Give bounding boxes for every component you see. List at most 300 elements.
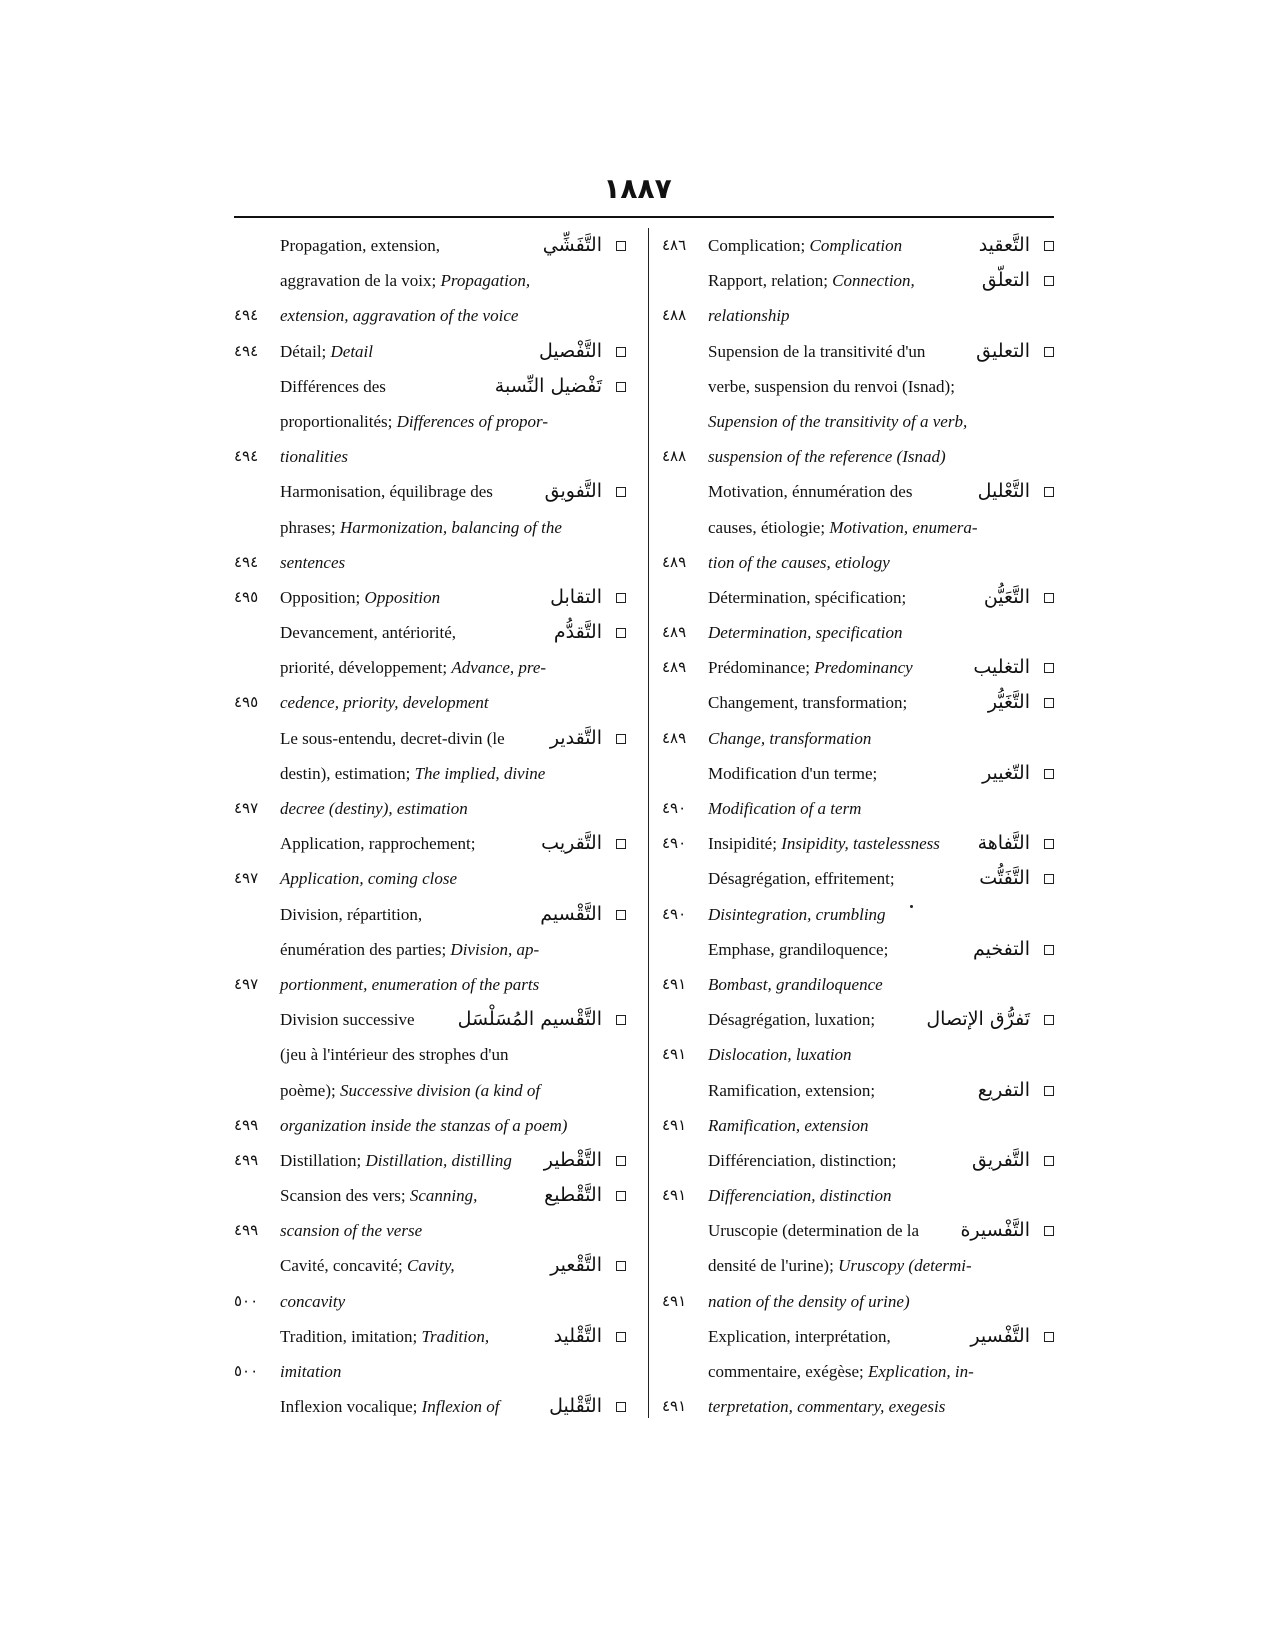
page-reference: ٤٩١ [662,1115,687,1134]
dictionary-line [234,298,626,333]
english-text: imitation [280,1362,342,1381]
page-reference: ٤٩٤ [234,306,259,325]
french-text: Changement, transformation; [708,693,908,713]
definition-text [708,1284,910,1319]
entry-bullet-icon [616,839,626,849]
dictionary-line [662,897,1054,932]
page-reference: ٤٨٩ [662,658,687,677]
french-text: Emphase, grandiloquence; [708,939,889,959]
english-text: scansion of the verse [280,1221,423,1241]
entry-bullet-icon [1044,1226,1054,1236]
english-text: Inflexion of [421,1397,500,1417]
page-reference: ٤٩٥ [234,587,259,606]
dictionary-line [662,967,1054,1002]
french-text: Supension de la transitivité d'un [708,341,926,361]
french-text: Devancement, antériorité, [280,623,457,643]
french-text: Cavité, concavité; [280,1256,407,1276]
arabic-term: التَّفَتُّت [979,867,1030,890]
french-text: Division successive [280,1010,415,1030]
french-text: Inflexion vocalique; [280,1397,422,1417]
definition-text [280,1178,477,1213]
dictionary-line [662,334,1054,369]
dictionary-line [234,1178,626,1213]
dictionary-line [662,721,1054,756]
french-text: commentaire, exégèse; [708,1362,869,1381]
english-text: Advance, pre- [451,658,547,678]
entry-bullet-icon [1044,347,1054,357]
dictionary-line [662,1002,1054,1037]
french-text: phrases; [280,517,340,537]
definition-text [280,1143,512,1178]
page-reference: ٤٨٦ [662,236,687,254]
entry-bullet-icon [1044,769,1054,779]
definition-text [280,685,489,720]
arabic-term: التَّعْليل [977,480,1030,503]
page-reference: ٤٩٧ [234,974,259,993]
french-text: Insipidité; [708,834,782,854]
entry-bullet-icon [1044,663,1054,673]
dictionary-line [662,404,1054,439]
arabic-term: تَفرُّق الإتصال [926,1008,1030,1031]
dictionary-line [234,685,626,720]
definition-text [280,1073,540,1108]
entry-bullet-icon [1044,945,1054,955]
page-reference: ٤٩٤ [234,447,259,466]
entry-bullet-icon [616,628,626,638]
definition-text [280,580,440,615]
definition-text [708,263,915,298]
definition-text [708,298,790,333]
definition-text [708,510,978,545]
english-text: tion of the causes, etiology [708,552,890,572]
french-text: énumération des parties; [280,939,451,959]
dictionary-line [662,791,1054,826]
english-text: The implied, divine [414,763,546,783]
definition-text [708,474,912,509]
dictionary-line [662,861,1054,896]
dictionary-line [662,932,1054,967]
english-text: Explication, in- [868,1362,974,1381]
dictionary-line [234,228,626,263]
english-text: Modification of a term [708,799,862,818]
dictionary-line [662,1389,1054,1424]
dictionary-line [662,1178,1054,1213]
entry-bullet-icon [616,1015,626,1025]
dictionary-line [234,580,626,615]
definition-text [708,932,888,967]
arabic-term: التَّقْسيم [540,902,602,925]
page-reference: ٤٨٩ [662,552,687,571]
definition-text [708,861,895,896]
page-reference: ٤٩٩ [234,1115,259,1134]
english-text: concavity [280,1291,346,1311]
english-text: Differenciation, distinction [708,1186,892,1206]
english-text: Uruscopy (determi- [838,1256,972,1276]
french-text: Application, rapprochement; [280,834,476,854]
dictionary-line [662,263,1054,298]
definition-text [708,1354,974,1389]
arabic-term: التَّقْسيم المُسَلْسَل [457,1008,602,1031]
page-reference: ٤٩١ [662,1291,687,1310]
arabic-term: التَّقدير [549,726,602,749]
french-text: Détail; [280,341,331,361]
definition-text [708,1002,875,1037]
english-text: Predominancy [814,658,913,678]
arabic-term: التفريع [977,1078,1030,1101]
definition-text [280,791,468,826]
english-text: Motivation, enumera- [829,517,978,537]
dictionary-line [234,791,626,826]
english-text: Insipidity, tastelessness [781,834,940,854]
english-text: organization inside the stanzas of a poem) [280,1115,568,1135]
dictionary-line [234,404,626,439]
left-column [234,228,626,1424]
page-reference: ٤٩٧ [234,799,259,817]
dictionary-line [662,826,1054,861]
arabic-term: التعليق [976,339,1030,362]
dictionary-line [662,1319,1054,1354]
french-text: Désagrégation, luxation; [708,1010,876,1030]
english-text: Distillation, distilling [365,1150,512,1170]
definition-text [708,721,871,756]
english-text: Tradition, [421,1326,490,1346]
definition-text [708,1037,852,1072]
french-text: Le sous-entendu, decret-divin (le [280,728,505,748]
definition-text [708,897,886,932]
dictionary-line [234,1143,626,1178]
definition-text [280,298,518,333]
french-text: Propagation, extension, [280,236,441,255]
page-reference: ٥٠٠ [234,1291,259,1310]
arabic-term: التَّفَشِّي [542,234,602,256]
page-reference: ٤٩٤ [234,552,259,571]
french-text: proportionalités; [280,411,397,431]
dictionary-line [662,228,1054,263]
definition-text [280,263,530,298]
english-text: Propagation, [440,271,531,291]
dictionary-line [662,1037,1054,1072]
definition-text [280,826,475,861]
entry-bullet-icon [616,734,626,744]
definition-text [708,404,967,439]
definition-text [280,510,562,545]
dictionary-line [234,826,626,861]
english-text: cedence, priority, development [280,693,489,713]
definition-text [708,685,907,720]
definition-text [280,861,457,896]
english-text: Change, transformation [708,728,872,748]
page-reference: ٤٨٩ [662,728,687,747]
arabic-term: التفخيم [972,937,1030,960]
entry-bullet-icon [616,1332,626,1342]
entry-bullet-icon [1044,1332,1054,1342]
english-text: Division, ap- [450,939,540,959]
arabic-term: التّغيير [982,761,1030,784]
dictionary-line [662,685,1054,720]
dictionary-line [234,369,626,404]
entry-bullet-icon [616,1402,626,1412]
french-text: causes, étiologie; [708,517,830,537]
dictionary-line [234,263,626,298]
dictionary-line [234,510,626,545]
french-text: Prédominance; [708,658,815,678]
french-text: Scansion des vers; [280,1186,410,1206]
definition-text [708,545,890,580]
dictionary-line [662,756,1054,791]
arabic-term: التَّقريب [541,832,602,855]
french-text: densité de l'urine); [708,1256,839,1276]
page-number: ١٨٨٧ [603,172,672,205]
dictionary-line [662,439,1054,474]
definition-text [280,1389,500,1424]
dictionary-line [234,1319,626,1354]
french-text: Explication, interprétation, [708,1326,891,1346]
definition-text [280,615,456,650]
definition-text [708,334,925,369]
definition-text [280,1248,455,1283]
french-text: Rapport, relation; [708,271,833,291]
definition-text [280,756,545,791]
page-reference: ٤٩١ [662,974,687,993]
entry-bullet-icon [616,1261,626,1271]
definition-text [708,1143,897,1178]
dictionary-line [234,861,626,896]
entry-bullet-icon [1044,276,1054,286]
dictionary-line [234,1248,626,1283]
page-reference: ٤٩٧ [234,869,259,888]
entry-bullet-icon [616,382,626,392]
definition-text [280,1213,422,1248]
french-text: priorité, développement; [280,658,452,678]
french-text: Différences des [280,376,386,396]
page-reference: ٤٩٩ [234,1150,259,1169]
arabic-term: التَّفْسير [970,1324,1030,1347]
dictionary-line [662,545,1054,580]
entry-bullet-icon [616,593,626,603]
english-text: Disintegration, crumbling [708,904,886,924]
definition-text [708,369,955,404]
arabic-term: التَّعقيد [978,234,1030,256]
definition-text [280,334,373,369]
english-text: portionment, enumeration of the parts [280,974,540,994]
dictionary-line [234,1002,626,1037]
definition-text [708,791,861,826]
definition-text [280,932,539,967]
french-text: Distillation; [280,1150,366,1170]
dictionary-line [662,474,1054,509]
english-text: suspension of the reference (Isnad) [708,447,946,467]
dictionary-line [662,580,1054,615]
french-text: Uruscopie (determination de la [708,1221,920,1241]
dictionary-line [234,1389,626,1424]
definition-text [708,650,913,685]
french-text: Harmonisation, équilibrage des [280,482,493,502]
column-divider [648,228,649,1418]
definition-text [708,228,902,263]
dictionary-line [662,1213,1054,1248]
arabic-term: التَّقْطيع [544,1184,602,1207]
arabic-term: التعلّق [981,269,1030,292]
french-text: Motivation, énnumération des [708,482,913,502]
definition-text [708,1389,945,1424]
dictionary-line [234,474,626,509]
english-text: Supension of the transitivity of a verb, [708,411,968,431]
dictionary-line [234,1354,626,1389]
page-reference: ٥٠٠ [234,1362,259,1380]
dictionary-line [662,615,1054,650]
entry-bullet-icon [616,910,626,920]
entry-bullet-icon [616,241,626,251]
english-text: Complication [809,236,903,255]
english-text: terpretation, commentary, exegesis [708,1397,946,1417]
definition-text [280,1354,341,1389]
dictionary-line [234,1213,626,1248]
dictionary-line [234,756,626,791]
definition-text [708,1108,869,1143]
english-text: Harmonization, balancing of the [339,517,562,537]
dictionary-line [662,298,1054,333]
dictionary-line [234,897,626,932]
definition-text [280,545,345,580]
definition-text [280,1002,415,1037]
entry-bullet-icon [616,347,626,357]
dictionary-line [662,1248,1054,1283]
arabic-term: التقابل [550,585,602,608]
dictionary-line [662,1354,1054,1389]
definition-text [708,756,877,791]
french-text: destin), estimation; [280,763,415,783]
definition-text [280,1037,508,1072]
english-text: Connection, [832,271,915,291]
french-text: Détermination, spécification; [708,587,907,607]
definition-text [708,1213,919,1248]
entry-bullet-icon [1044,487,1054,497]
english-text: Application, coming close [280,869,458,889]
arabic-term: التَّقْعير [550,1254,602,1277]
definition-text [280,967,539,1002]
arabic-term: التَّقدُّم [553,621,602,644]
definition-text [708,1248,972,1283]
english-text: Cavity, [406,1256,455,1276]
arabic-term: التَّفريق [971,1148,1030,1171]
arabic-term: التَّعَيُّن [983,585,1030,608]
arabic-term: التغليب [973,656,1030,679]
dictionary-line [234,650,626,685]
french-text: Complication; [708,236,810,255]
french-text: Désagrégation, effritement; [708,869,895,889]
definition-text [280,404,548,439]
definition-text [708,439,946,474]
english-text: extension, aggravation of the voice [280,306,519,326]
arabic-term: التَّفاهة [977,832,1030,855]
english-text: Differences of propor- [396,411,548,431]
dictionary-line [234,1073,626,1108]
english-text: relationship [708,306,790,326]
definition-text [708,967,883,1002]
french-text: aggravation de la voix; [280,271,441,291]
entry-bullet-icon [1044,1015,1054,1025]
dictionary-line [662,1143,1054,1178]
english-text: Successive division (a kind of [339,1080,541,1100]
dictionary-line [234,1284,626,1319]
entry-bullet-icon [616,1191,626,1201]
definition-text [708,1178,892,1213]
french-text: Division, répartition, [280,904,423,924]
french-text: poème); [280,1080,340,1100]
english-text: tionalities [280,447,348,467]
page-reference: ٤٩١ [662,1397,687,1416]
definition-text [280,721,505,756]
french-text: Opposition; [280,587,365,607]
definition-text [708,1073,875,1108]
french-text: Modification d'un terme; [708,763,878,783]
definition-text [708,580,906,615]
definition-text [280,897,422,932]
definition-text [708,826,940,861]
definition-text [280,1284,345,1319]
definition-text [708,1319,891,1354]
dictionary-line [662,369,1054,404]
dictionary-line [662,650,1054,685]
definition-text [280,1108,567,1143]
dictionary-line [234,967,626,1002]
page-reference: ٤٩٥ [234,693,259,712]
page-reference: ٤٩٠ [662,904,687,923]
arabic-term: التَّفويق [544,480,602,503]
right-column [662,228,1054,1424]
entry-bullet-icon [1044,1086,1054,1096]
dictionary-line [234,439,626,474]
arabic-term: التَّفْسيرة [960,1219,1030,1242]
definition-text [708,615,903,650]
french-text: Ramification, extension; [708,1080,876,1100]
french-text: Tradition, imitation; [280,1326,422,1346]
dictionary-line [234,545,626,580]
arabic-term: التَّفْصيل [538,339,602,362]
page-reference: ٤٩١ [662,1045,687,1064]
english-text: Scanning, [409,1186,478,1206]
english-text: Determination, specification [708,623,903,643]
english-text: Opposition [364,587,441,607]
arabic-term: التَّقْطير [543,1148,602,1171]
dictionary-line [662,1108,1054,1143]
entry-bullet-icon [1044,241,1054,251]
english-text: sentences [280,552,346,572]
dictionary-line [234,721,626,756]
page-reference: ٤٩٤ [234,341,259,360]
entry-bullet-icon [1044,698,1054,708]
page-reference: ٤٨٨ [662,306,687,325]
entry-bullet-icon [1044,593,1054,603]
dictionary-line [234,334,626,369]
definition-text [280,650,546,685]
french-text: verbe, suspension du renvoi (Isnad); [708,376,955,396]
english-text: Detail [330,341,374,361]
definition-text [280,369,386,404]
entry-bullet-icon [1044,874,1054,884]
entry-bullet-icon [616,1156,626,1166]
dictionary-line [234,1037,626,1072]
definition-text [280,228,440,263]
dictionary-line [662,1284,1054,1319]
definition-text [280,474,493,509]
dictionary-line [234,1108,626,1143]
arabic-term: التَّقْليل [549,1395,602,1418]
page-reference: ٤٨٩ [662,623,687,642]
definition-text [280,439,348,474]
dictionary-line [234,615,626,650]
french-text: (jeu à l'intérieur des strophes d'un [280,1045,509,1065]
